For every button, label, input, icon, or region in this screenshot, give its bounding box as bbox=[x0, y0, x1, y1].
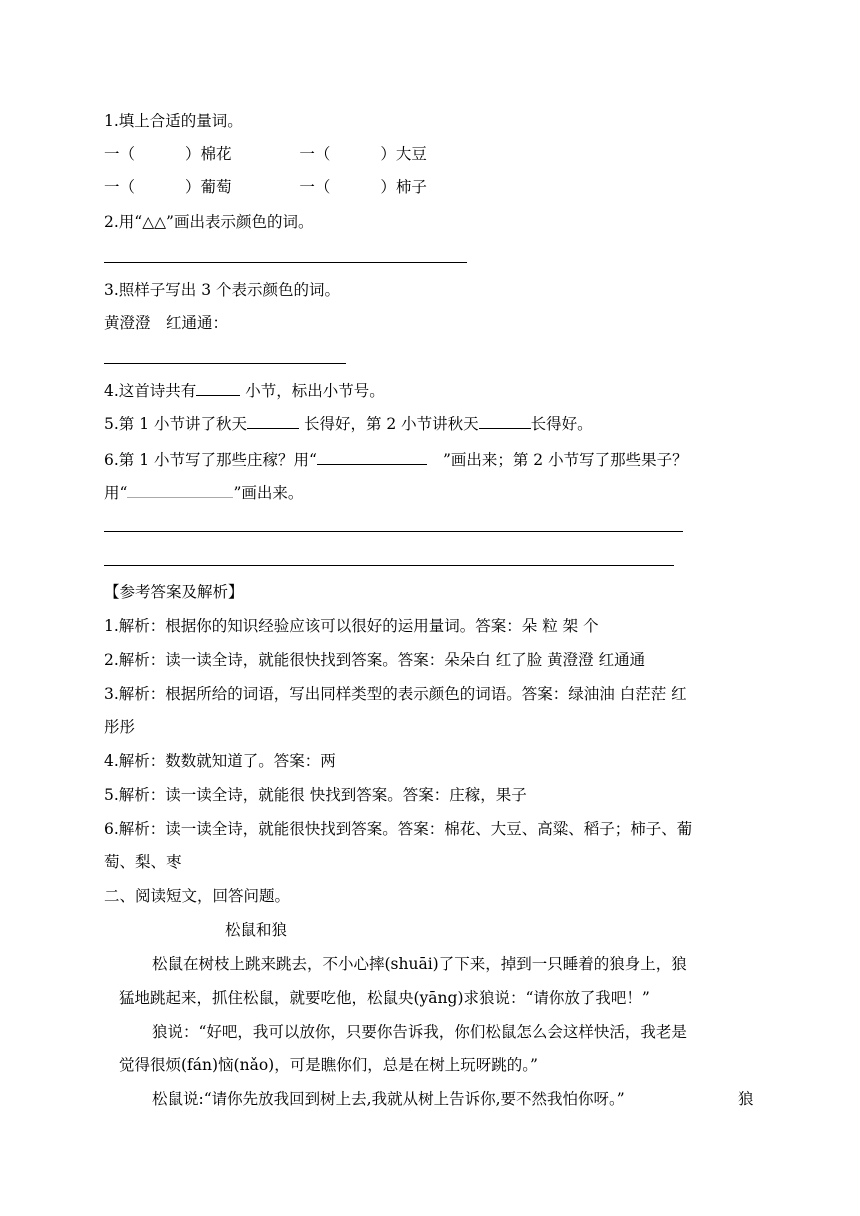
story-p2-line-1: 狼说：“好吧，我可以放你，只要你告诉我，你们松鼠怎么会这样快活，我老是 bbox=[152, 1023, 687, 1041]
story-p1-line-1: 松鼠在树枝上跳来跳去，不小心摔(shuāi)了下来，掉到一只睡着的狼身上，狼 bbox=[152, 955, 687, 973]
q6-line-sample-1 bbox=[317, 449, 427, 465]
question-2: 2.用“△△”画出表示颜色的词。 bbox=[104, 213, 314, 231]
reading-section-heading: 二、阅读短文，回答问题。 bbox=[104, 887, 291, 905]
answer-2: 2.解析：读一读全诗，就能很快找到答案。答案：朵朵白 红了脸 黄澄澄 红通通 bbox=[104, 651, 646, 669]
answer-line-q2 bbox=[104, 262, 467, 263]
story-title: 松鼠和狼 bbox=[225, 921, 288, 939]
question-6-line-2: 用“ ”画出来。 bbox=[104, 484, 304, 502]
answer-6-line-2: 萄、梨、枣 bbox=[104, 853, 182, 871]
q1-blank-grape: 一（ ）葡萄 bbox=[104, 178, 232, 196]
answer-4: 4.解析：数数就知道了。答案：两 bbox=[104, 752, 336, 770]
story-p3-tail: 狼 bbox=[738, 1090, 754, 1108]
q1-row-1 bbox=[104, 144, 427, 164]
answer-line-q6-1 bbox=[104, 531, 683, 532]
answer-3-line-2: 彤彤 bbox=[104, 718, 136, 736]
q1-blank-persimmon: 一（ ）柿子 bbox=[299, 178, 427, 196]
q1-row-2 bbox=[104, 177, 427, 197]
question-5: 5.第 1 小节讲了秋天 长得好，第 2 小节讲秋天 长得好。 bbox=[104, 415, 593, 433]
answers-heading: 【参考答案及解析】 bbox=[104, 583, 244, 601]
q1-blank-soybean: 一（ ）大豆 bbox=[299, 145, 427, 163]
question-3: 3.照样子写出 3 个表示颜色的词。 bbox=[104, 281, 341, 299]
answer-line-q6-2 bbox=[104, 565, 674, 566]
q1-blank-cotton: 一（ ）棉花 bbox=[104, 145, 232, 163]
q3-example: 黄澄澄 红通通： bbox=[104, 314, 229, 332]
story-p3-line-1: 松鼠说:“请你先放我回到树上去,我就从树上告诉你,要不然我怕你呀。” bbox=[152, 1090, 625, 1108]
q4-blank bbox=[196, 380, 240, 396]
q5-blank-2 bbox=[479, 413, 531, 429]
answer-5: 5.解析：读一读全诗，就能很 快找到答案。答案：庄稼，果子 bbox=[104, 786, 527, 804]
story-p1-line-2: 猛地跳起来，抓住松鼠，就要吃他，松鼠央(yāng)求狼说：“请你放了我吧！” bbox=[119, 989, 650, 1007]
answer-3-line-1: 3.解析：根据所给的词语，写出同样类型的表示颜色的词语。答案：绿油油 白茫茫 红 bbox=[104, 685, 687, 703]
question-4: 4.这首诗共有 小节，标出小节号。 bbox=[104, 382, 385, 400]
answer-6-line-1: 6.解析：读一读全诗，就能很快找到答案。答案：棉花、大豆、高粱、稻子；柿子、葡 bbox=[104, 820, 693, 838]
story-p2-line-2: 觉得很烦(fán)恼(nǎo)，可是瞧你们，总是在树上玩呀跳的。” bbox=[119, 1056, 538, 1074]
answer-line-q3 bbox=[104, 363, 346, 364]
question-1: 1.填上合适的量词。 bbox=[104, 112, 243, 130]
q5-blank-1 bbox=[247, 413, 299, 429]
q6-line-sample-2 bbox=[127, 482, 233, 498]
answer-1: 1.解析：根据你的知识经验应该可以很好的运用量词。答案：朵 粒 架 个 bbox=[104, 617, 599, 635]
question-6-line-1: 6.第 1 小节写了那些庄稼？用“ ”画出来；第 2 小节写了那些果子？ bbox=[104, 451, 688, 469]
